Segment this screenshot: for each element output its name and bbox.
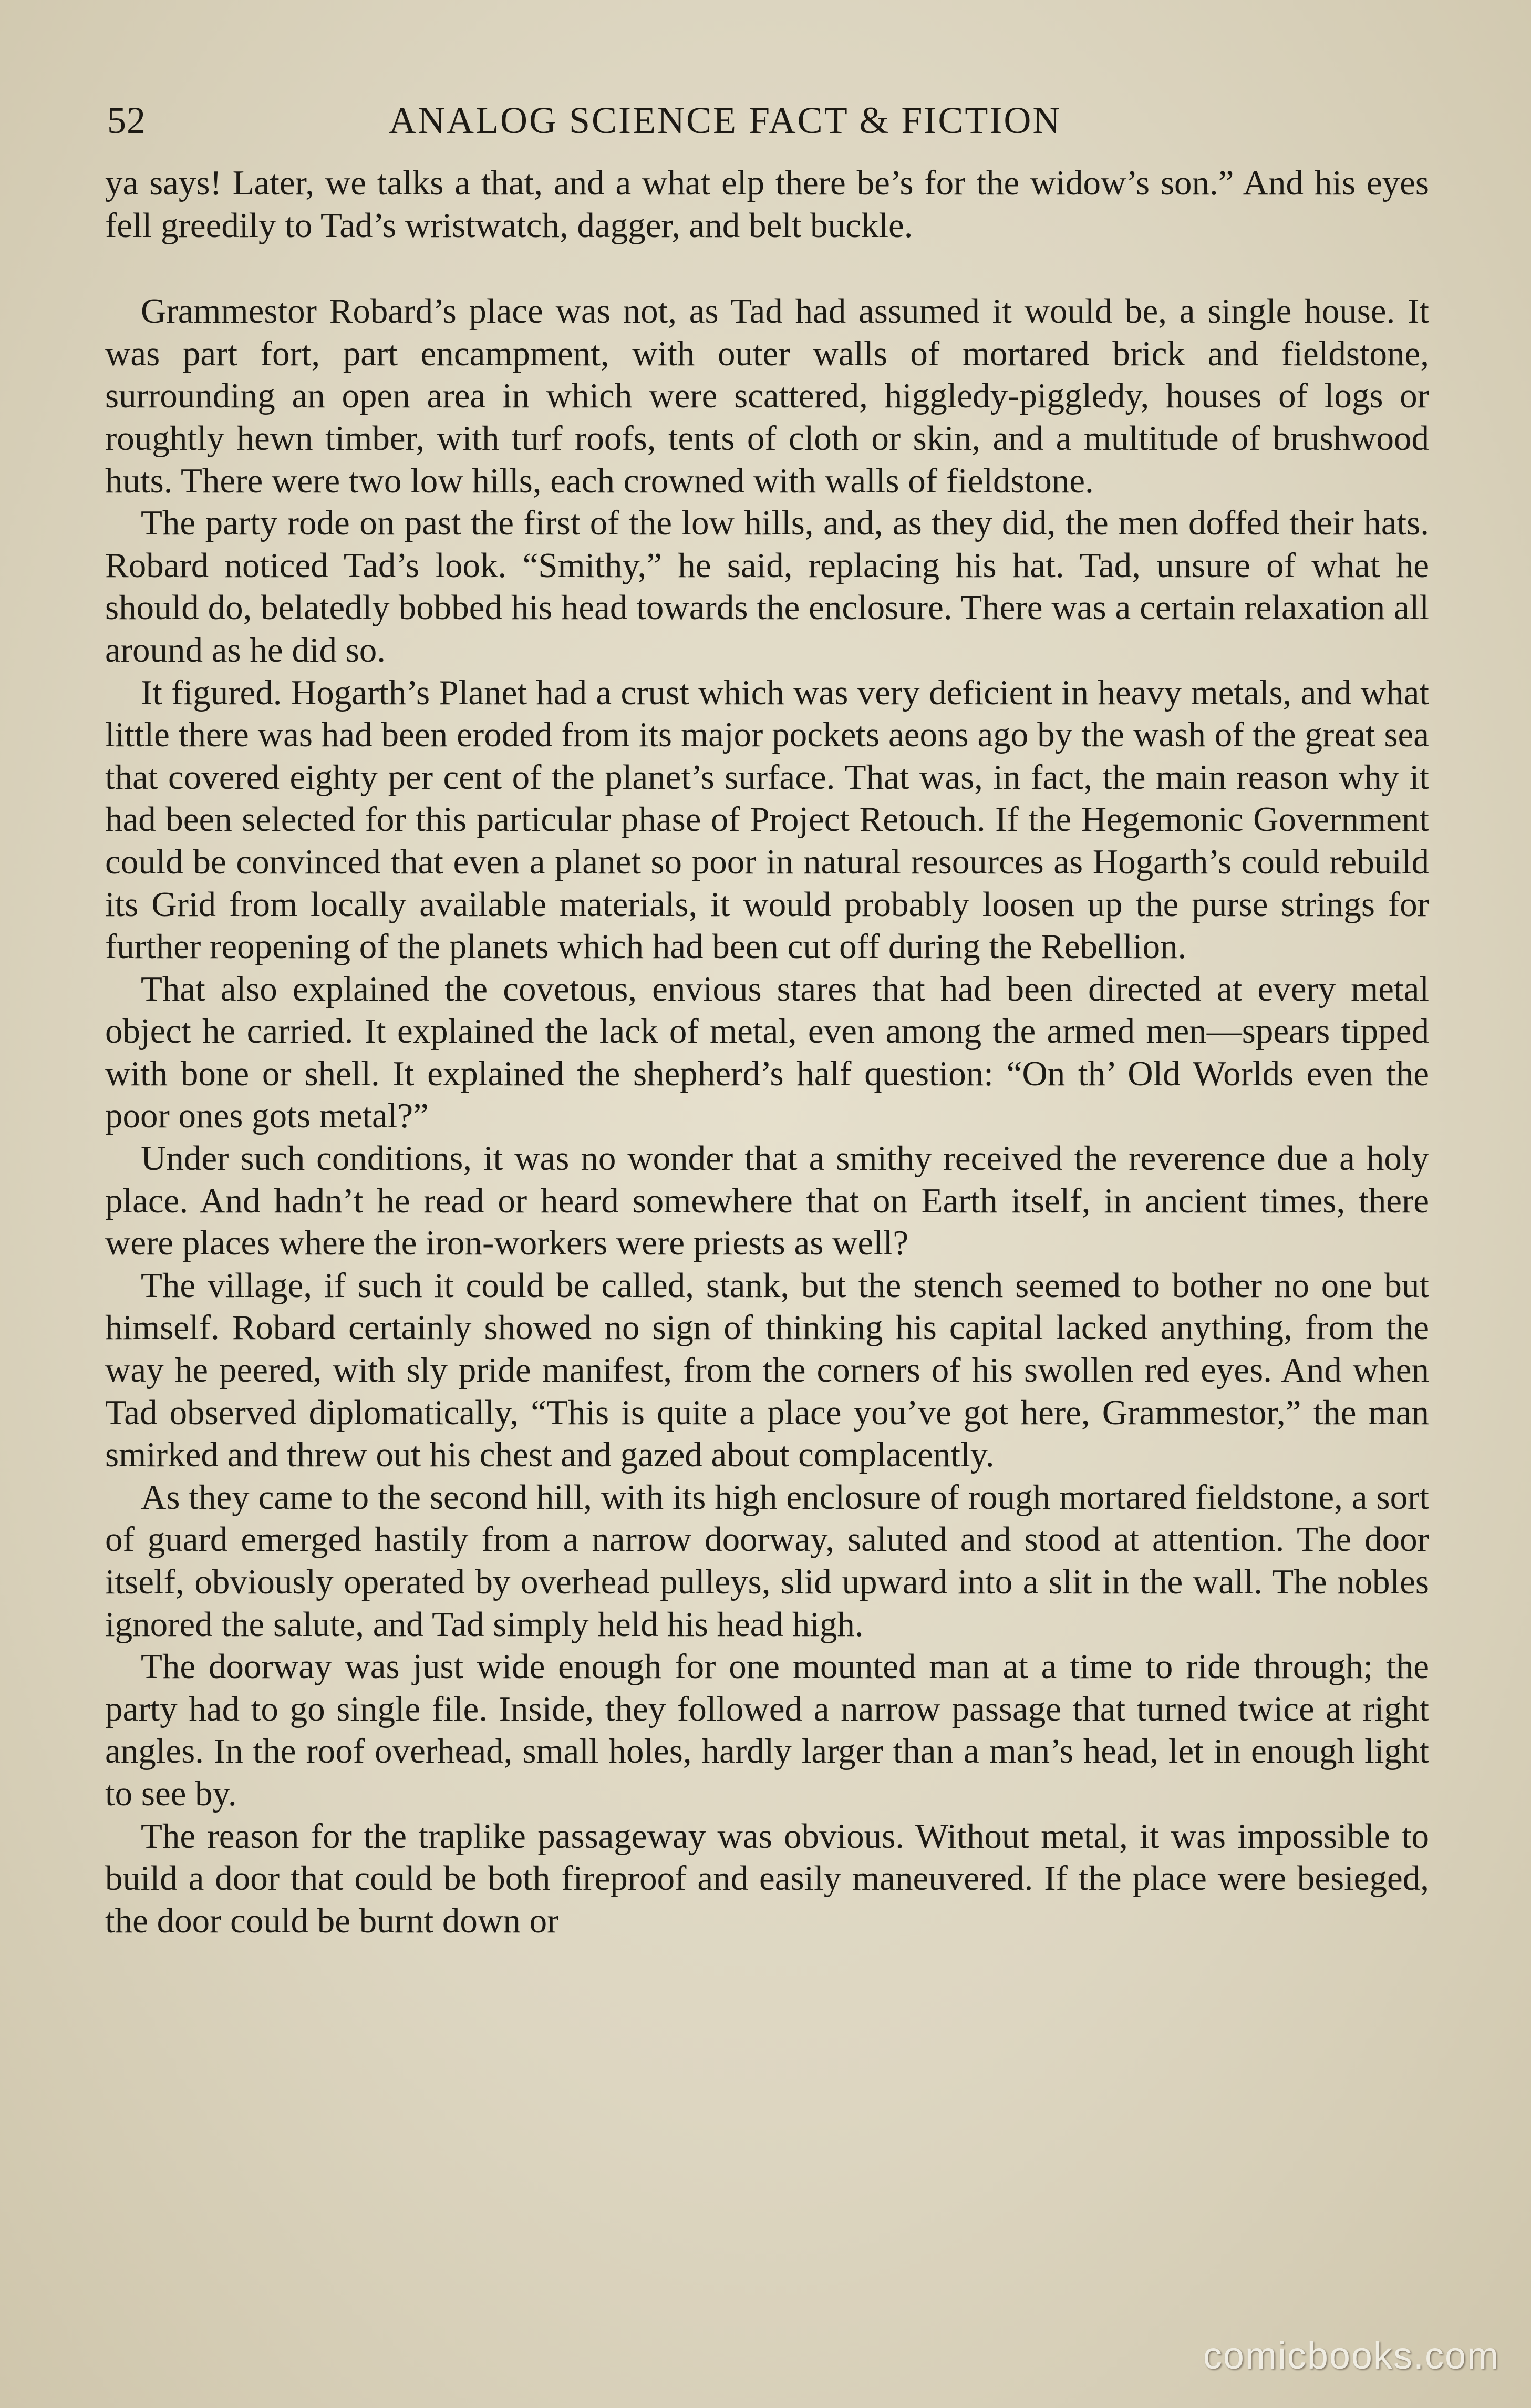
book-page [95, 89, 1429, 2349]
paragraph: The doorway was just wide enough for one mounted man at a time to ride through; the party had to go single file. Inside, they followed a narrow passage that turned twice at right angles. In the roof overhead, small holes, hardly larger than a man’s head, let in enough light to see by. [105, 1647, 1429, 1813]
paragraph: As they came to the second hill, with its high enclosure of rough mortared fieldstone, a sort of guard emerged hastily from a narrow doorway, saluted and stood at attention. The door itself, obviously operated by overhead pulleys, slid upward into a slit in the wall. The nobles ignored the salute, and Tad simply held his head high. [105, 1477, 1429, 1644]
paragraph: The party rode on past the first of the low hills, and, as they did, the men doffed their hats. Robard noticed Tad’s look. “Smithy,” he said, replacing his hat. Tad, unsure of what he should do, belatedly bobbed his head towards the enclosure. There was a certain relaxation all around as he did so. [105, 503, 1429, 670]
paragraph: It figured. Hogarth’s Planet had a crust which was very deficient in heavy metals, and what little there was had been eroded from its major pockets aeons ago by the wash of the great sea that covered eighty per cent of the planet’s surface. That was, in fact, the main reason why it had been selected for this particular phase of Project Retouch. If the Hegemonic Government could be convinced that even a planet so poor in natural resources as Hogarth’s could rebuild its Grid from locally available materials, it would probably loosen up the purse strings for further reopening of the planets which had been cut off during the Rebellion. [105, 673, 1429, 966]
page-number: 52 [107, 99, 146, 141]
running-head: ANALOG SCIENCE FACT & FICTION [389, 99, 1062, 141]
paragraph: The reason for the traplike passageway was obvious. Without metal, it was impossible to build a door that could be both fireproof and easily maneuvered. If the place were besieged, the door could be burnt down or [105, 1816, 1429, 1940]
paragraph: Under such conditions, it was no wonder that a smithy received the reverence due a holy place. And hadn’t he read or heard somewhere that on Earth itself, in ancient times, there were places where the iron-workers were priests as well? [105, 1139, 1429, 1263]
paragraph: That also explained the covetous, envious stares that had been directed at every metal object he carried. It explained the lack of metal, even among the armed men—spears tipped with bone or shell. It explained the shepherd’s half question: “On th’ Old Worlds even the poor ones gots metal?” [105, 969, 1429, 1136]
body-text [105, 162, 1429, 1942]
paragraph-continued: ya says! Later, we talks a that, and a what elp there be’s for the widow’s son.” And his eyes fell greedily to Tad’s wristwatch, dagger, and belt buckle. [105, 163, 1429, 245]
paragraph: Grammestor Robard’s place was not, as Tad had assumed it would be, a single house. It was part fort, part encampment, with outer walls of mortared brick and fieldstone, surrounding an open area in which were scattered, higgledy-piggledy, houses of logs or roughtly hewn timber, with turf roofs, tents of cloth or skin, and a multitude of brushwood huts. There were two low hills, each crowned with walls of fieldstone. [105, 292, 1429, 500]
page-header [95, 89, 1429, 147]
paragraph: The village, if such it could be called, stank, but the stench seemed to bother no one but himself. Robard certainly showed no sign of thinking his capital lacked anything, from the way he peered, with sly pride manifest, from the corners of his swollen red eyes. And when Tad observed diplomatically, “This is quite a place you’ve got here, Grammestor,” the man smirked and threw out his chest and gazed about complacently. [105, 1265, 1429, 1475]
watermark: comicbooks.com [1203, 2335, 1499, 2377]
